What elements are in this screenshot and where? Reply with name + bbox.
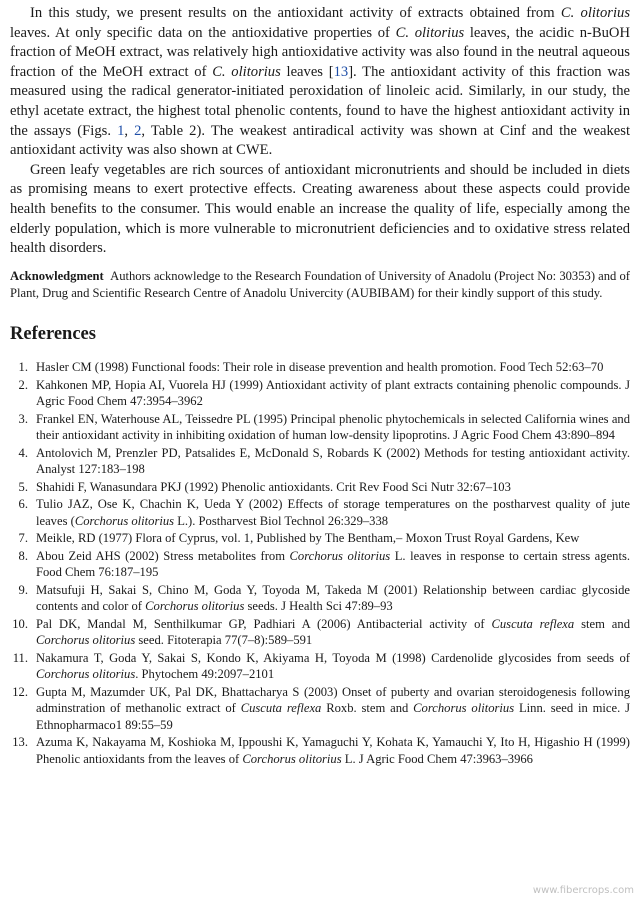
reference-item	[10, 650, 630, 682]
species-name: Corchorus olitorius	[145, 599, 245, 614]
reference-number: 7.	[18, 531, 28, 546]
reference-number: 3.	[18, 411, 28, 426]
text-run: Linn. seed in mice. J Ethnopharmaco1 89:55–59	[36, 701, 630, 732]
text-run: leaves [	[280, 63, 334, 80]
text-run: Kahkonen MP, Hopia AI, Vuorela HJ (1999) Antioxidant activity of plant extracts containing phenolic compounds. J Agric Food Chem 47:3954–3962	[36, 377, 630, 408]
reference-item	[10, 530, 630, 546]
reference-text	[36, 548, 630, 580]
reference-list	[10, 359, 630, 767]
reference-text	[36, 684, 630, 733]
reference-text	[36, 359, 630, 375]
acknowledgment-text: Authors acknowledge to the Research Foundation of University of Anadolu (Project No: 30353) and of Plant, Drug and Scientific Research Centre of Anadolu Univercity (AUBIBAM) for their kindly support of this study.	[10, 268, 631, 300]
reference-number: 1.	[18, 359, 28, 374]
species-name: Corchorus olitorius	[242, 751, 342, 766]
reference-text	[36, 530, 630, 546]
reference-number: 4.	[18, 445, 28, 460]
species-name: C. olitorius	[560, 5, 630, 21]
species-name: Cuscuta reflexa	[240, 701, 322, 716]
species-name: C. olitorius	[395, 24, 465, 41]
reference-item	[10, 684, 630, 733]
watermark: www.fibercrops.com	[532, 885, 634, 896]
reference-item	[10, 582, 630, 614]
text-run: , Table 2). The weakest antiradical activity was shown at Cinf and the weakest antioxidant activity was also shown at CWE.	[10, 122, 630, 159]
species-name: Corchorus olitorius	[36, 667, 136, 682]
reference-item	[10, 479, 630, 495]
text-run: Abou Zeid AHS (2002) Stress metabolites from	[36, 549, 290, 564]
species-name: Corchorus olitorius	[36, 633, 136, 648]
text-run: Hasler CM (1998) Functional foods: Their role in disease prevention and health promotion. Food Tech 52:63–70	[36, 359, 604, 374]
species-name: Corchorus olitorius	[413, 701, 515, 716]
body-paragraph-2: Green leafy vegetables are rich sources of antioxidant micronutrients and should be included in diets as promising means to exert protective effects. Creating awareness about these aspects could provide health benefits to the consumer. This would enable an increase the quality of life, especially among the elderly population, which is more vulnerable to micronutrient deficiencies and to oxidative stress related health disorders.	[10, 161, 630, 257]
reference-item	[10, 377, 630, 409]
reference-item	[10, 496, 630, 528]
text-run: Tulio JAZ, Ose K, Chachin K, Ueda Y (2002) Effects of storage temperatures on the postharvest quality of jute leaves (	[36, 497, 630, 528]
text-run: stem and	[574, 617, 630, 632]
text-run: Gupta M, Mazumder UK, Pal DK, Bhattacharya S (2003) Onset of puberty and ovarian steroidogenesis following adminstration of methanolic extract of	[36, 685, 630, 716]
reference-text	[36, 650, 630, 682]
reference-number: 2.	[18, 377, 28, 392]
text-run: leaves. At only specific data on the antioxidative properties of	[10, 24, 396, 41]
text-run: ]. The antioxidant activity of this fraction was measured using the radical generator-initiated peroxidation of linoleic acid. Similarly, in our study, the ethyl acetate extract, the highest total phenolic contents, found to have the highest antioxidant activity in the assays (Figs.	[10, 63, 631, 139]
reference-text	[36, 734, 630, 766]
text-run: Roxb. stem and	[321, 701, 414, 716]
text-run: Nakamura T, Goda Y, Sakai S, Kondo K, Akiyama H, Toyoda M (1998) Cardenolide glycosides from seeds of	[36, 651, 630, 666]
species-name: Corchorus olitorius	[289, 549, 391, 564]
text-run: ,	[124, 122, 135, 139]
reference-number: 11.	[12, 651, 28, 666]
text-run: Pal DK, Mandal M, Senthilkumar GP, Padhiari A (2006) Antibacterial activity of	[36, 617, 492, 632]
reference-item	[10, 616, 630, 648]
reference-number: 8.	[18, 549, 28, 564]
text-run: leaves, the acidic n-BuOH fraction of MeOH extract, was relatively high antioxidative activity was also found in the neutral aqueous fraction of the MeOH extract of	[10, 24, 631, 80]
reference-text	[36, 479, 630, 495]
text-run: Frankel EN, Waterhouse AL, Teissedre PL (1995) Principal phenolic phytochemicals in selected California wines and their antioxidant activity in inhibiting oxidation of human low-density lipoprotins. J Agric Food Chem 43:890–894	[36, 411, 630, 442]
body-paragraph-1	[10, 4, 630, 161]
reference-number: 13.	[12, 735, 28, 750]
text-run: . Phytochem 49:2097–2101	[135, 667, 275, 682]
references-heading: References	[10, 323, 96, 344]
text-run: L. J Agric Food Chem 47:3963–3966	[341, 751, 533, 766]
species-name: Corchorus olitorius	[74, 513, 175, 528]
species-name: Cuscuta reflexa	[491, 617, 575, 632]
reference-text	[36, 496, 630, 528]
text-run: Meikle, RD (1977) Flora of Cyprus, vol. 1, Published by The Bentham,– Moxon Trust Royal Gardens, Kew	[36, 531, 580, 546]
reference-item	[10, 359, 630, 375]
reference-number: 5.	[18, 479, 28, 494]
reference-text	[36, 616, 630, 648]
text-run: seed. Fitoterapia 77(7–8):589–591	[135, 633, 313, 648]
reference-number: 10.	[12, 617, 28, 632]
reference-text	[36, 445, 630, 477]
figure-link[interactable]: 2	[134, 122, 142, 139]
text-run: Matsufuji H, Sakai S, Chino M, Goda Y, Toyoda M, Takeda M (2001) Relationship between cardiac glycoside contents and color of	[36, 583, 630, 614]
reference-item	[10, 734, 630, 766]
text-run: Antolovich M, Prenzler PD, Patsalides E, McDonald S, Robards K (2002) Methods for testing antioxidant activity. Analyst 127:183–198	[36, 445, 630, 476]
reference-item	[10, 411, 630, 443]
reference-number: 12.	[12, 685, 28, 700]
reference-item	[10, 548, 630, 580]
reference-number: 9.	[18, 583, 28, 598]
reference-number: 6.	[18, 497, 28, 512]
acknowledgment-section	[10, 268, 630, 302]
citation-link[interactable]: 13	[333, 63, 349, 80]
text-run: In this study, we present results on the antioxidant activity of extracts obtained from	[30, 5, 561, 21]
species-name: C. olitorius	[212, 63, 281, 80]
text-run: Azuma K, Nakayama M, Koshioka M, Ippoushi K, Yamaguchi Y, Kohata K, Yamauchi Y, Ito H, Higashio H (1999) Phenolic antioxidants from the leaves of	[36, 735, 630, 766]
reference-item	[10, 445, 630, 477]
text-run: seeds. J Health Sci 47:89–93	[244, 599, 393, 614]
text-run: L.). Postharvest Biol Technol 26:329–338	[174, 513, 389, 528]
reference-text	[36, 411, 630, 443]
text-run: L. leaves in response to certain stress agents. Food Chem 76:187–195	[36, 549, 630, 580]
acknowledgment-heading: Acknowledgment	[10, 268, 104, 283]
reference-text	[36, 377, 630, 409]
paper-page	[10, 4, 630, 768]
figure-link[interactable]: 1	[117, 122, 125, 139]
text-run: Shahidi F, Wanasundara PKJ (1992) Phenolic antioxidants. Crit Rev Food Sci Nutr 32:67–103	[36, 479, 511, 494]
reference-text	[36, 582, 630, 614]
